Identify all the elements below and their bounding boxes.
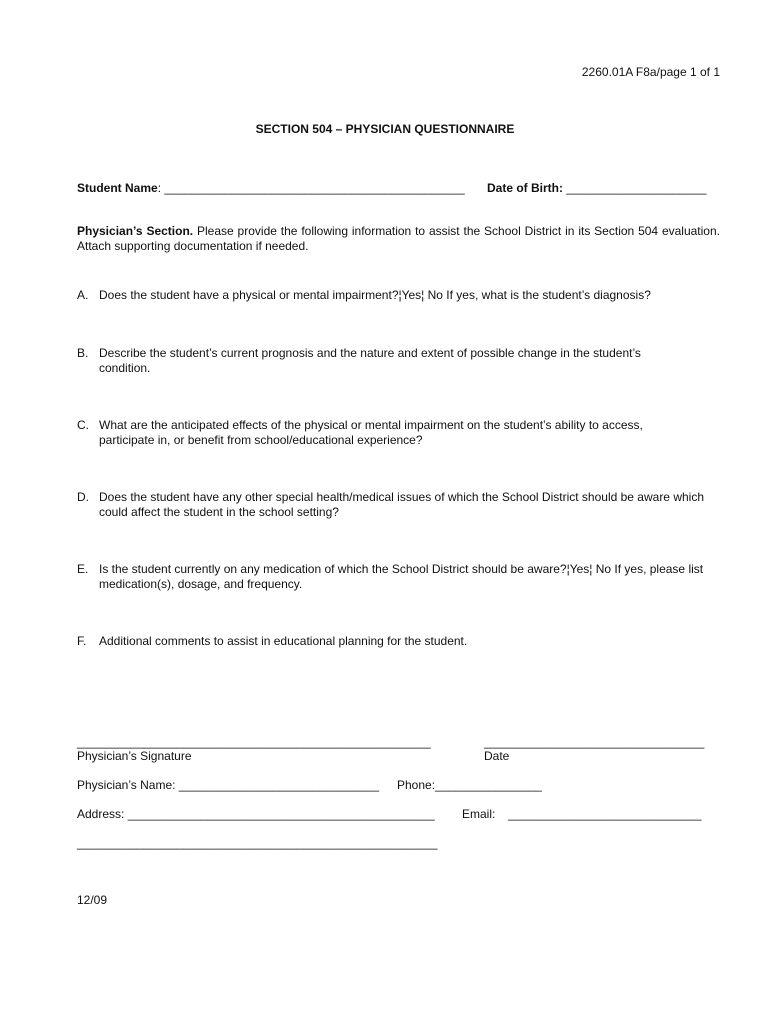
question-f-text: Additional comments to assist in educational planning for the student. bbox=[99, 634, 468, 648]
email-label: Email: bbox=[462, 807, 496, 821]
question-e-letter: E. bbox=[77, 562, 89, 576]
email-field[interactable]: _____________________________ bbox=[508, 807, 702, 821]
signature-line[interactable]: _____________________________________________________ bbox=[77, 735, 431, 749]
question-d-letter: D. bbox=[77, 490, 89, 504]
dob-line: _____________________ bbox=[563, 181, 707, 195]
question-c-letter: C. bbox=[77, 418, 89, 432]
question-e-text: Is the student currently on any medication of which the School District should be aware?¦Yes¦ No If yes, please list medication(s), dosage, and frequency. bbox=[99, 562, 704, 591]
student-name-field[interactable] bbox=[77, 181, 465, 196]
phone-field[interactable]: Phone:________________ bbox=[397, 778, 542, 792]
date-label: Date bbox=[484, 749, 510, 763]
physician-section-heading: Physician’s Section. bbox=[77, 224, 194, 238]
page-title: SECTION 504 – PHYSICIAN QUESTIONNAIRE bbox=[255, 122, 515, 136]
physician-section-text: Please provide the following information to assist the School District in its Section 504 evaluation. Attach supporting documentation if needed. bbox=[77, 224, 720, 253]
question-b-text: Describe the student’s current prognosis and the nature and extent of possible change in the student’s condition. bbox=[99, 346, 641, 375]
form-code: 2260.01A F8a/page 1 of 1 bbox=[581, 65, 720, 79]
question-b-letter: B. bbox=[77, 346, 89, 360]
address-field[interactable]: Address: ______________________________________________ bbox=[77, 807, 435, 821]
date-line[interactable]: _________________________________ bbox=[484, 735, 705, 749]
dob-field[interactable] bbox=[487, 181, 706, 196]
question-a-text: Does the student have a physical or mental impairment?¦Yes¦ No If yes, what is the student’s diagnosis? bbox=[99, 288, 651, 302]
physician-section-paragraph bbox=[77, 224, 720, 254]
physician-name-field[interactable]: Physician’s Name: ______________________________ bbox=[77, 778, 380, 792]
signature-label: Physician’s Signature bbox=[77, 749, 192, 763]
dob-label: Date of Birth: bbox=[487, 181, 563, 195]
question-f-letter: F. bbox=[77, 634, 87, 648]
question-c-text: What are the anticipated effects of the physical or mental impairment on the student’s ability to access, participate in, or benefit from school/educational experience? bbox=[99, 418, 643, 447]
question-d-text: Does the student have any other special health/medical issues of which the School District should be aware which could affect the student in the school setting? bbox=[99, 490, 704, 519]
student-name-line: : _____________________________________________ bbox=[157, 181, 465, 195]
question-a-letter: A. bbox=[77, 288, 89, 302]
revision-date: 12/09 bbox=[77, 893, 108, 907]
student-name-label: Student Name bbox=[77, 181, 158, 195]
address-continuation-line[interactable]: ______________________________________________________ bbox=[77, 836, 438, 850]
